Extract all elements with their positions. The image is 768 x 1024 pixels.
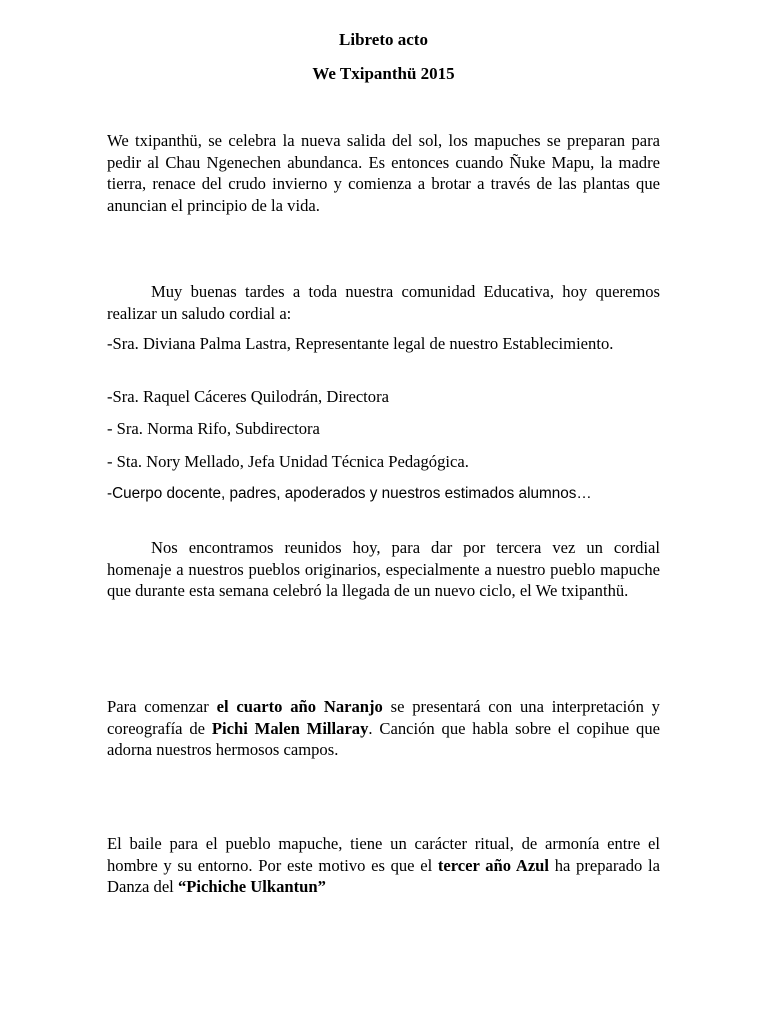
gathering-paragraph: Nos encontramos reunidos hoy, para dar por tercera vez un cordial homenaje a nuestros pueblos originarios, especialmente a nuestro pueblo mapuche que durante esta semana celebró la llegada de un nuevo ciclo, el We txipanthü.: [107, 538, 660, 600]
text-run: El baile para el pueblo mapuche, tiene un carácter ritual, de armonía entre el hombre y su entorno. Por este motivo es que el: [107, 834, 660, 875]
salutation-item: - Sra. Norma Rifo, Subdirectora: [107, 419, 320, 438]
text-run: . Canción que habla sobre el copihue que adorna nuestros hermosos campos.: [107, 718, 660, 759]
presentation-paragraph-2: [107, 833, 660, 898]
document-subtitle: We Txipanthü 2015: [312, 64, 455, 83]
salutation-item: -Cuerpo docente, padres, apoderados y nuestros estimados alumnos…: [107, 485, 592, 502]
text-run: Para comenzar: [107, 697, 217, 716]
presentation-paragraph-1: [107, 696, 660, 761]
document-title: Libreto acto: [339, 30, 428, 49]
text-run: se presentará con una interpretación y coreografía de: [107, 697, 660, 738]
dance-name: “Pichiche Ulkantun”: [177, 877, 326, 896]
text-run: ha preparado la Danza del: [107, 855, 660, 896]
salutation-item: -Sra. Diviana Palma Lastra, Representante legal de nuestro Establecimiento.: [107, 334, 614, 353]
greeting-paragraph: Muy buenas tardes a toda nuestra comunidad Educativa, hoy queremos realizar un saludo cordial a:: [107, 282, 660, 323]
song-name: Pichi Malen Millaray: [211, 718, 369, 738]
intro-paragraph: We txipanthü, se celebra la nueva salida del sol, los mapuches se preparan para pedir al Chau Ngenechen abundanca. Es entonces cuando Ñuke Mapu, la madre tierra, renace del crudo invierno y comienza a brotar a través de las plantas que anuncian el principio de la vida.: [107, 131, 660, 215]
performer-name: tercer año Azul: [437, 855, 550, 875]
salutation-item: -Sra. Raquel Cáceres Quilodrán, Directora: [107, 387, 389, 406]
salutation-item: - Sta. Nory Mellado, Jefa Unidad Técnica Pedagógica.: [107, 452, 469, 471]
performer-name: el cuarto año Naranjo: [216, 697, 383, 716]
